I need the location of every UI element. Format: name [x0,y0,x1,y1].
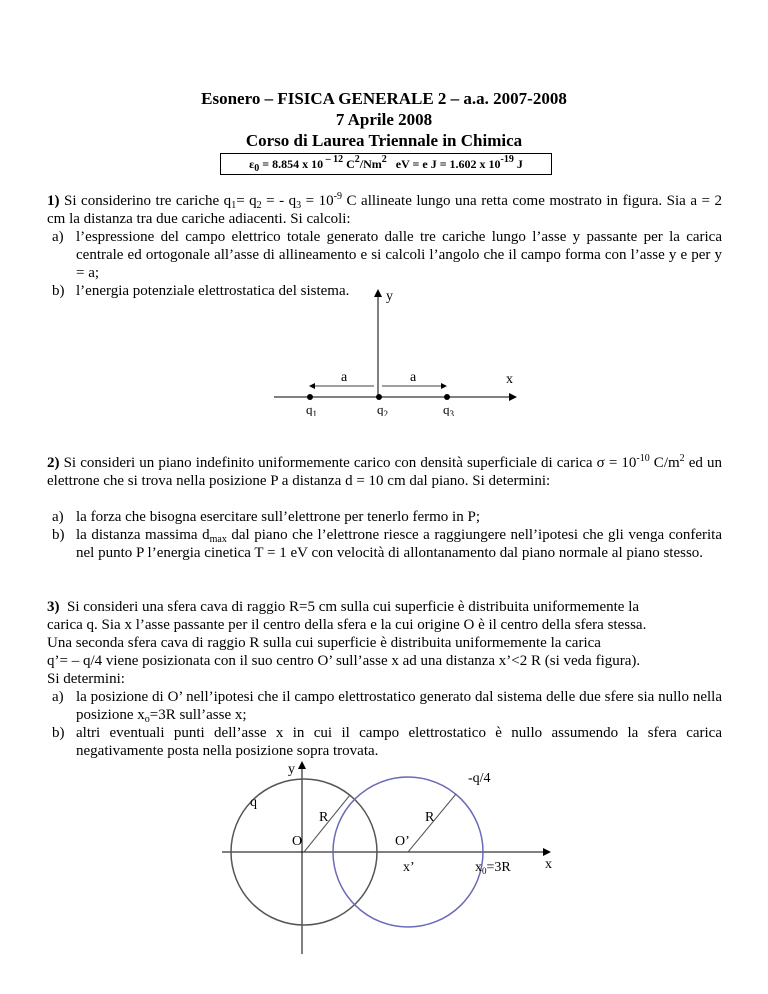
ev-exp: -19 [500,154,514,165]
exam-header [0,88,768,151]
problem1-label-b: b) [52,283,65,299]
problem1-text-item-b: l’energia potenziale elettrostatica del sistema. [76,283,350,299]
figure2-R-label: R [319,810,329,825]
figure2-neg-label: -q/4 [468,771,491,786]
problem1-text-b: = q [236,193,257,209]
figure2-q-label: q [250,795,257,810]
problem1-sub1: 1 [231,200,237,211]
figure1-a-label-2: a [410,370,417,385]
exam-course: Corso di Laurea Triennale in Chimica [245,131,523,150]
problem2-text-item-b-b: dal piano che l’elettrone riesce a raggiungere nell’ipotesi che gli venga conferita nel punto P l’energia cinetica T = 1 eV con velocità di allontanamento dal piano normale al piano stesso. [76,527,722,561]
epsilon-sub: 0 [254,163,260,174]
problem2-text-a: Si consideri un piano indefinito uniformemente carico con densità superficiale di carica σ = 10 [59,455,637,471]
problem3-sub-o: o [144,714,150,725]
problem2-sub-max: max [209,534,227,545]
problem1-text-c: = - q [261,193,297,209]
problem1-sub2: 2 [256,200,262,211]
problem3-label-a: a) [52,689,64,705]
ev-unit: J [513,157,523,171]
ev-text: eV = e J = 1.602 x 10 [386,157,501,171]
problem2-label-b: b) [52,527,65,543]
problem1-label-a: a) [52,229,64,245]
problem1-exp: -9 [333,191,343,202]
figure1-q3-label: $q_3$ [443,402,454,416]
problem1-number: 1) [47,193,60,209]
problem2-text-c: ed un elettrone che si trova nella posizione P a distanza d = 10 cm dal piano. Si determini: [47,455,722,489]
problem3-item-a [52,688,722,725]
figure2-x-label: x [545,857,552,872]
figure1 [270,286,530,416]
problem2-sup: 2 [679,453,685,464]
figure1-y-label: y [386,289,393,304]
exam-title: Esonero – FISICA GENERALE 2 – a.a. 2007-2008 [201,89,567,108]
problem1-intro [47,192,722,228]
problem2-number: 2) [47,455,60,471]
problem3-label-b: b) [52,725,65,741]
problem3-text-item-b: altri eventuali punti dell’asse x in cui il campo elettrostatico è nullo assumendo la sfera carica negativamente posta nella posizione sopra trovata. [76,725,722,759]
problem2-text-b: C/m [649,455,680,471]
epsilon-symbol: ε [249,157,255,171]
epsilon-unit-sup2: 2 [381,154,387,165]
figure1-a-label-1: a [341,370,348,385]
epsilon-unit-sup: 2 [354,154,360,165]
figure1-q2-label: $q_2$ [377,402,388,416]
figure2-O2-label: O’ [395,834,410,849]
epsilon-unit: C [343,157,355,171]
problem2-item-b [52,526,722,562]
epsilon-value: = 8.854 x 10 [259,157,324,171]
problem3-item-b [52,724,722,760]
figure2-y-label: y [288,762,295,777]
figure1-charge-q2 [376,394,382,400]
problem1-sub3: 3 [296,200,302,211]
problem1-text-item-a: l’espressione del campo elettrico totale generato dalle tre cariche lungo l’asse y passante per la carica centrale ed ortogonale all’asse di allineamento e si calcoli l’angolo che il campo forma con l’asse y e per y = a; [76,229,722,281]
constants-box [220,153,552,175]
problem3-text-item-a-b: =3R sull’asse x; [149,707,247,723]
problem2-label-a: a) [52,509,64,525]
problem3-line5: Si determini: [47,671,125,687]
figure2-xprime-label: x’ [403,860,415,875]
problem3-number: 3) [47,599,60,615]
epsilon-unit-b: /Nm [359,157,382,171]
problem2-exp: -10 [636,453,650,464]
exam-date: 7 Aprile 2008 [335,110,433,129]
figure2 [220,758,560,958]
epsilon-exp: – 12 [323,154,344,165]
problem3-text-item-a-a: la posizione di O’ nell’ipotesi che il campo elettrostatico generato dal sistema delle due sfere sia nullo nella posizione x [76,689,722,723]
problem3-line2: carica q. Sia x l’asse passante per il centro della sfera e la cui origine O è il centro della sfera stessa. [47,617,647,633]
problem3-text-1: Si consideri una sfera cava di raggio R=5 cm sulla cui superficie è distribuita uniformemente la [59,599,640,615]
problem3-line3: Una seconda sfera cava di raggio R sulla cui superficie è distribuita uniformemente la carica [47,635,601,651]
figure2-R2-label: R [425,810,435,825]
problem3-line1 [47,598,722,616]
problem1-text-e: C allineate lungo una retta come mostrato in figura. Sia a = 2 cm la distanza tra due cariche adiacenti. Si calcoli: [47,193,722,227]
figure1-x-label: x [506,372,513,387]
problem1-item-a [52,228,722,282]
figure2-O-label: O [292,834,303,849]
problem1-text-d: = 10 [301,193,334,209]
problem2-intro [47,454,722,490]
problem3-intro [47,598,722,688]
problem3-line4: q’= – q/4 viene posizionata con il suo centro O’ sull’asse x ad una distanza x’<2 R (si veda figura). [47,653,641,669]
figure1-charge-q3 [444,394,450,400]
problem1-text-a: Si considerino tre cariche q [59,193,232,209]
problem2-text-item-b-a: la distanza massima d [76,527,210,543]
problem2-item-a [52,508,722,526]
figure2-x0-label: $x_0=3R$ [475,860,511,876]
figure1-charge-q1 [307,394,313,400]
problem2-text-item-a: la forza che bisogna esercitare sull’elettrone per tenerlo fermo in P; [76,509,480,525]
figure1-q1-label: $q_1$ [306,402,317,416]
